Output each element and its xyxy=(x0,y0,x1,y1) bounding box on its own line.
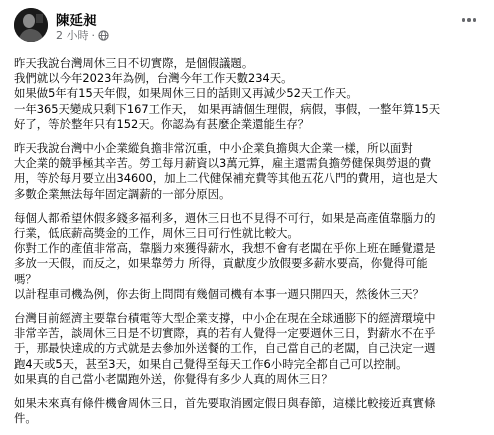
avatar[interactable] xyxy=(14,8,48,42)
post-paragraph xyxy=(14,311,484,387)
post-text-line: 如果做5年有15天年假，如果周休三日的話則又再減少52天工作天。 xyxy=(14,86,358,101)
post-text-line: 每個人都希望休假多錢多福利多，週休三日也不見得不可行，如果是高產值靠腦力的 xyxy=(14,210,436,225)
post-paragraph xyxy=(14,396,484,426)
post-text-line: 件。 xyxy=(14,411,37,426)
post-text-line: 非常辛苦，談周休三日是不切實際，真的若有人覺得一定要週休三日，對薪水不在乎 xyxy=(14,326,436,341)
meta-separator: · xyxy=(91,28,95,42)
post-text-line: 如果真的自己當小老闆跑外送，你覺得有多少人真的周休三日？ xyxy=(14,371,333,386)
post-paragraph xyxy=(14,141,484,202)
post-body xyxy=(14,56,484,435)
post-text-line: 如果未來真有條件機會周休三日，首先要取消國定假日與春節，這樣比較接近真實條 xyxy=(14,396,436,411)
post-text-line: 于，那最快達成的方式就是去參加外送餐的工作，自己當自己的老闆，自己決定一週 xyxy=(14,341,436,356)
more-options-icon[interactable] xyxy=(458,12,480,28)
post-text-line: 多數企業無法每年固定調薪的一部分原因。 xyxy=(14,186,231,201)
globe-icon xyxy=(98,30,109,41)
post-text-line: 一年365天變成只剩下167工作天， 如果再請個生理假，病假，事假，一整年算15天 xyxy=(14,101,441,116)
post-text-line: 昨天我說台灣中小企業縱負擔非常沉重，中小企業負擔與大企業一樣，所以面對 xyxy=(14,141,413,156)
post-text-line: 你對工作的產值非常高，靠腦力來獲得薪水，我想不會有老闆在乎你上班在睡覺還是 xyxy=(14,241,436,256)
post-text-line: 好了，等於整年只有152天。你認為有甚麼企業還能生存？ xyxy=(14,116,310,131)
post-text-line: 以計程車司機為例，你去街上問問有幾個司機有本事一週只開四天，然後休三天？ xyxy=(14,286,425,301)
post-text-line: 用，等於每月要立出34600，加上二代健保補充費等其他五花八門的費用，這也是大 xyxy=(14,171,438,186)
post-text-line: 嗎？ xyxy=(14,271,37,286)
post-text-line: 大企業的競爭極其辛苦。勞工每月薪資以3萬元算，雇主還需負擔勞健保與勞退的費 xyxy=(14,156,432,171)
post-paragraph xyxy=(14,56,484,132)
post-header xyxy=(0,0,494,44)
avatar-silhouette-icon xyxy=(14,8,48,42)
author-name[interactable]: 陳延昶 xyxy=(56,13,97,29)
post-text-line: 我們就以今年2023年為例，台灣今年工作天數234天。 xyxy=(14,71,293,86)
post-text-line: 台灣目前經濟主要靠台積電等大型企業支撐，中小企在現在全球通膨下的經濟環境中 xyxy=(14,311,436,326)
post-paragraph xyxy=(14,211,484,302)
post-text-line: 跑4天或5天，甚至3天，如果自己覺得至每天工作6小時完全都自己可以控制。 xyxy=(14,356,408,371)
post-time[interactable]: 2 小時 xyxy=(56,29,89,42)
post-meta xyxy=(56,27,109,43)
post-text-line: 多放一天假，而反之，如果靠勞力 所得，貢獻度少放假要多薪水要高，你覺得可能 xyxy=(14,256,428,271)
post-text-line: 昨天我說台灣周休三日不切實際，是個假議題。 xyxy=(14,56,254,70)
post-text-line: 行業，低底薪高獎金的工作，周休三日可行性就比較大。 xyxy=(14,226,299,241)
